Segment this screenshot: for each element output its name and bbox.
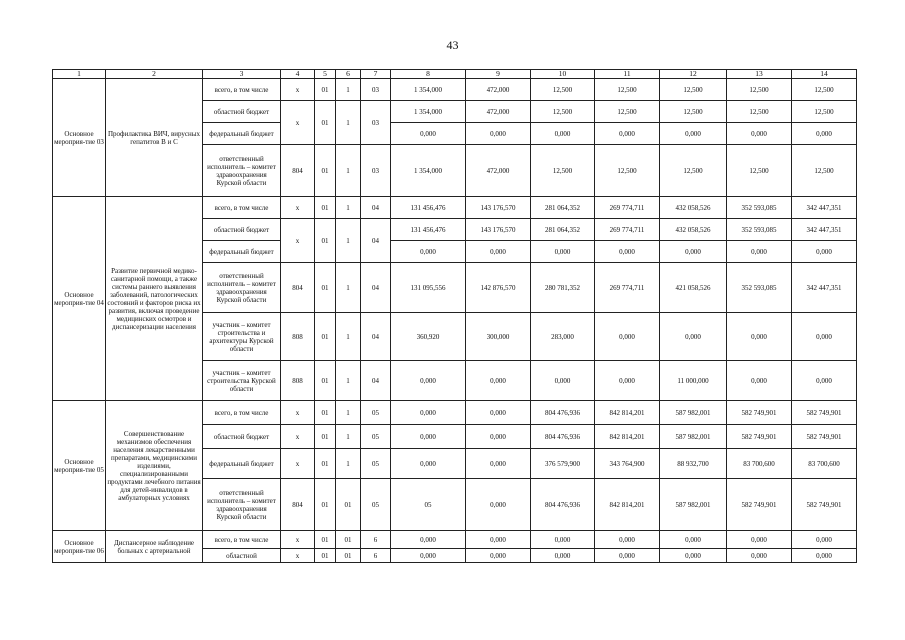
measure-cell: Основное мероприя-тие 03 — [53, 79, 106, 197]
page-number: 43 — [446, 38, 459, 52]
value-cell: 0,000 — [660, 531, 727, 549]
value-cell: 0,000 — [660, 313, 727, 361]
value-cell: 12,500 — [595, 79, 660, 101]
value-cell: 342 447,351 — [792, 197, 857, 219]
value-cell: 0,000 — [466, 123, 531, 145]
value-cell: 0,000 — [727, 123, 792, 145]
value-cell: 342 447,351 — [792, 219, 857, 241]
code-cell: 01 — [315, 425, 336, 449]
source-cell: областной — [203, 549, 281, 563]
column-number: 4 — [281, 70, 315, 79]
code-cell: 01 — [315, 549, 336, 563]
column-number: 8 — [391, 70, 466, 79]
value-cell: 0,000 — [466, 361, 531, 401]
source-cell: ответственный исполнитель – комитет здравоохранения Курской области — [203, 145, 281, 197]
value-cell: 12,500 — [792, 79, 857, 101]
value-cell: 0,000 — [792, 241, 857, 263]
code-cell: х — [281, 197, 315, 219]
code-cell: 03 — [361, 79, 391, 101]
code-cell: 05 — [361, 425, 391, 449]
table-row — [53, 79, 857, 101]
value-cell: 0,000 — [531, 361, 595, 401]
source-cell: областной бюджет — [203, 101, 281, 123]
code-cell: 01 — [315, 401, 336, 425]
value-cell: 0,000 — [660, 123, 727, 145]
value-cell: 0,000 — [727, 361, 792, 401]
value-cell: 432 058,526 — [660, 219, 727, 241]
value-cell: 131 456,476 — [391, 219, 466, 241]
table-body — [53, 70, 857, 563]
value-cell: 83 700,600 — [727, 449, 792, 479]
source-cell: федеральный бюджет — [203, 123, 281, 145]
value-cell: 376 579,900 — [531, 449, 595, 479]
value-cell: 0,000 — [531, 241, 595, 263]
value-cell: 0,000 — [531, 531, 595, 549]
value-cell: 0,000 — [595, 123, 660, 145]
code-cell: 03 — [361, 145, 391, 197]
column-number: 13 — [727, 70, 792, 79]
code-cell: х — [281, 549, 315, 563]
value-cell: 0,000 — [792, 313, 857, 361]
measure-name-cell: Диспансерное наблюдение больных с артериальной — [106, 531, 203, 563]
value-cell: 0,000 — [727, 313, 792, 361]
code-cell: 804 — [281, 145, 315, 197]
value-cell: 582 749,901 — [727, 401, 792, 425]
source-cell: участник – комитет строительства и архитектуры Курской области — [203, 313, 281, 361]
table-row — [53, 401, 857, 425]
value-cell: 582 749,901 — [727, 479, 792, 531]
code-cell: 01 — [336, 531, 361, 549]
source-cell: федеральный бюджет — [203, 241, 281, 263]
value-cell: 131 456,476 — [391, 197, 466, 219]
code-cell: 808 — [281, 361, 315, 401]
code-cell: 04 — [361, 361, 391, 401]
value-cell: 300,000 — [466, 313, 531, 361]
code-cell: 804 — [281, 263, 315, 313]
value-cell: 587 982,001 — [660, 401, 727, 425]
value-cell: 432 058,526 — [660, 197, 727, 219]
value-cell: 587 982,001 — [660, 425, 727, 449]
value-cell: 0,000 — [792, 123, 857, 145]
value-cell: 281 064,352 — [531, 197, 595, 219]
value-cell: 0,000 — [595, 313, 660, 361]
value-cell: 582 749,901 — [792, 479, 857, 531]
column-number: 10 — [531, 70, 595, 79]
measure-name-cell: Совершенствование механизмов обеспечения населения лекарственными препаратами, медицинскими изделиями, специализированными продуктами лечебного питания для детей-инвалидов в амбулаторных условиях — [106, 401, 203, 531]
value-cell: 472,000 — [466, 101, 531, 123]
source-cell: областной бюджет — [203, 219, 281, 241]
code-cell: 1 — [336, 219, 361, 263]
code-cell: 01 — [315, 313, 336, 361]
value-cell: 11 000,000 — [660, 361, 727, 401]
code-cell: 6 — [361, 531, 391, 549]
measure-name-cell: Развитие первичной медико-санитарной помощи, а также системы раннего выявления заболеваний, патологических состояний и факторов риска их развития, включая проведение медицинских осмотров и диспансеризации населения — [106, 197, 203, 401]
value-cell: 281 064,352 — [531, 219, 595, 241]
value-cell: 0,000 — [660, 549, 727, 563]
value-cell: 12,500 — [660, 101, 727, 123]
code-cell: 04 — [361, 263, 391, 313]
column-number: 3 — [203, 70, 281, 79]
source-cell: участник – комитет строительства Курской области — [203, 361, 281, 401]
value-cell: 0,000 — [792, 549, 857, 563]
value-cell: 342 447,351 — [792, 263, 857, 313]
value-cell: 804 476,936 — [531, 479, 595, 531]
column-number-row — [53, 70, 857, 79]
code-cell: 01 — [315, 219, 336, 263]
value-cell: 0,000 — [727, 531, 792, 549]
value-cell: 472,000 — [466, 145, 531, 197]
code-cell: х — [281, 101, 315, 145]
value-cell: 0,000 — [466, 549, 531, 563]
value-cell: 0,000 — [391, 401, 466, 425]
code-cell: 05 — [361, 401, 391, 425]
value-cell: 0,000 — [727, 549, 792, 563]
value-cell: 0,000 — [466, 449, 531, 479]
value-cell: 1 354,000 — [391, 101, 466, 123]
code-cell: 1 — [336, 263, 361, 313]
code-cell: 04 — [361, 313, 391, 361]
column-number: 11 — [595, 70, 660, 79]
value-cell: 280 781,352 — [531, 263, 595, 313]
source-cell: всего, в том числе — [203, 79, 281, 101]
source-cell: областной бюджет — [203, 425, 281, 449]
value-cell: 269 774,711 — [595, 219, 660, 241]
source-cell: ответственный исполнитель – комитет здравоохранения Курской области — [203, 479, 281, 531]
value-cell: 1 354,000 — [391, 79, 466, 101]
value-cell: 582 749,901 — [792, 401, 857, 425]
value-cell: 0,000 — [595, 549, 660, 563]
column-number: 6 — [336, 70, 361, 79]
code-cell: х — [281, 79, 315, 101]
code-cell: 05 — [361, 479, 391, 531]
code-cell: 1 — [336, 401, 361, 425]
value-cell: 582 749,901 — [792, 425, 857, 449]
code-cell: х — [281, 401, 315, 425]
measure-cell: Основное мероприя-тие 04 — [53, 197, 106, 401]
code-cell: х — [281, 449, 315, 479]
value-cell: 343 764,900 — [595, 449, 660, 479]
value-cell: 0,000 — [391, 531, 466, 549]
value-cell: 12,500 — [660, 79, 727, 101]
measure-name-cell: Профилактика ВИЧ, вирусных гепатитов В и С — [106, 79, 203, 197]
value-cell: 0,000 — [466, 479, 531, 531]
value-cell: 12,500 — [660, 145, 727, 197]
code-cell: 01 — [336, 549, 361, 563]
value-cell: 0,000 — [595, 361, 660, 401]
column-number: 9 — [466, 70, 531, 79]
value-cell: 0,000 — [531, 123, 595, 145]
value-cell: 0,000 — [391, 449, 466, 479]
code-cell: 1 — [336, 313, 361, 361]
value-cell: 1 354,000 — [391, 145, 466, 197]
value-cell: 0,000 — [391, 241, 466, 263]
value-cell: 0,000 — [531, 549, 595, 563]
value-cell: 421 058,526 — [660, 263, 727, 313]
value-cell: 83 700,600 — [792, 449, 857, 479]
column-number: 5 — [315, 70, 336, 79]
value-cell: 269 774,711 — [595, 263, 660, 313]
value-cell: 12,500 — [727, 145, 792, 197]
code-cell: 04 — [361, 219, 391, 263]
code-cell: 6 — [361, 549, 391, 563]
measure-cell: Основное мероприя-тие 06 — [53, 531, 106, 563]
code-cell: 01 — [315, 479, 336, 531]
code-cell: 01 — [315, 531, 336, 549]
value-cell: 283,000 — [531, 313, 595, 361]
code-cell: 01 — [315, 263, 336, 313]
value-cell: 12,500 — [595, 145, 660, 197]
code-cell: х — [281, 219, 315, 263]
code-cell: 01 — [315, 361, 336, 401]
value-cell: 0,000 — [391, 425, 466, 449]
value-cell: 12,500 — [727, 79, 792, 101]
value-cell: 131 095,556 — [391, 263, 466, 313]
value-cell: 0,000 — [660, 241, 727, 263]
value-cell: 472,000 — [466, 79, 531, 101]
code-cell: 05 — [361, 449, 391, 479]
code-cell: 1 — [336, 361, 361, 401]
value-cell: 0,000 — [391, 123, 466, 145]
code-cell: 1 — [336, 145, 361, 197]
code-cell: х — [281, 531, 315, 549]
value-cell: 143 176,570 — [466, 219, 531, 241]
source-cell: всего, в том числе — [203, 401, 281, 425]
column-number: 2 — [106, 70, 203, 79]
value-cell: 352 593,085 — [727, 219, 792, 241]
value-cell: 142 876,570 — [466, 263, 531, 313]
value-cell: 587 982,001 — [660, 479, 727, 531]
value-cell: 0,000 — [466, 241, 531, 263]
source-cell: всего, в том числе — [203, 197, 281, 219]
column-number: 7 — [361, 70, 391, 79]
measure-cell: Основное мероприя-тие 05 — [53, 401, 106, 531]
value-cell: 05 — [391, 479, 466, 531]
code-cell: 1 — [336, 449, 361, 479]
value-cell: 804 476,936 — [531, 425, 595, 449]
code-cell: 1 — [336, 425, 361, 449]
value-cell: 842 814,201 — [595, 479, 660, 531]
code-cell: 1 — [336, 79, 361, 101]
budget-table — [52, 69, 857, 563]
code-cell: 1 — [336, 197, 361, 219]
value-cell: 0,000 — [792, 361, 857, 401]
value-cell: 0,000 — [391, 549, 466, 563]
code-cell: х — [281, 425, 315, 449]
value-cell: 0,000 — [595, 531, 660, 549]
code-cell: 01 — [315, 79, 336, 101]
value-cell: 12,500 — [531, 101, 595, 123]
value-cell: 804 476,936 — [531, 401, 595, 425]
value-cell: 0,000 — [792, 531, 857, 549]
value-cell: 12,500 — [792, 101, 857, 123]
value-cell: 842 814,201 — [595, 401, 660, 425]
value-cell: 582 749,901 — [727, 425, 792, 449]
code-cell: 01 — [315, 197, 336, 219]
code-cell: 01 — [315, 101, 336, 145]
value-cell: 352 593,085 — [727, 197, 792, 219]
table-row — [53, 531, 857, 549]
source-cell: федеральный бюджет — [203, 449, 281, 479]
column-number: 12 — [660, 70, 727, 79]
column-number: 1 — [53, 70, 106, 79]
source-cell: всего, в том числе — [203, 531, 281, 549]
value-cell: 352 593,085 — [727, 263, 792, 313]
value-cell: 0,000 — [466, 425, 531, 449]
table-row — [53, 197, 857, 219]
code-cell: 03 — [361, 101, 391, 145]
value-cell: 12,500 — [595, 101, 660, 123]
value-cell: 842 814,201 — [595, 425, 660, 449]
value-cell: 88 932,700 — [660, 449, 727, 479]
value-cell: 12,500 — [727, 101, 792, 123]
code-cell: 01 — [336, 479, 361, 531]
code-cell: 808 — [281, 313, 315, 361]
code-cell: 804 — [281, 479, 315, 531]
value-cell: 0,000 — [391, 361, 466, 401]
source-cell: ответственный исполнитель – комитет здравоохранения Курской области — [203, 263, 281, 313]
value-cell: 12,500 — [792, 145, 857, 197]
code-cell: 1 — [336, 101, 361, 145]
value-cell: 12,500 — [531, 145, 595, 197]
value-cell: 0,000 — [595, 241, 660, 263]
value-cell: 12,500 — [531, 79, 595, 101]
column-number: 14 — [792, 70, 857, 79]
code-cell: 01 — [315, 449, 336, 479]
code-cell: 01 — [315, 145, 336, 197]
value-cell: 0,000 — [727, 241, 792, 263]
value-cell: 143 176,570 — [466, 197, 531, 219]
value-cell: 360,920 — [391, 313, 466, 361]
value-cell: 269 774,711 — [595, 197, 660, 219]
value-cell: 0,000 — [466, 531, 531, 549]
value-cell: 0,000 — [466, 401, 531, 425]
code-cell: 04 — [361, 197, 391, 219]
